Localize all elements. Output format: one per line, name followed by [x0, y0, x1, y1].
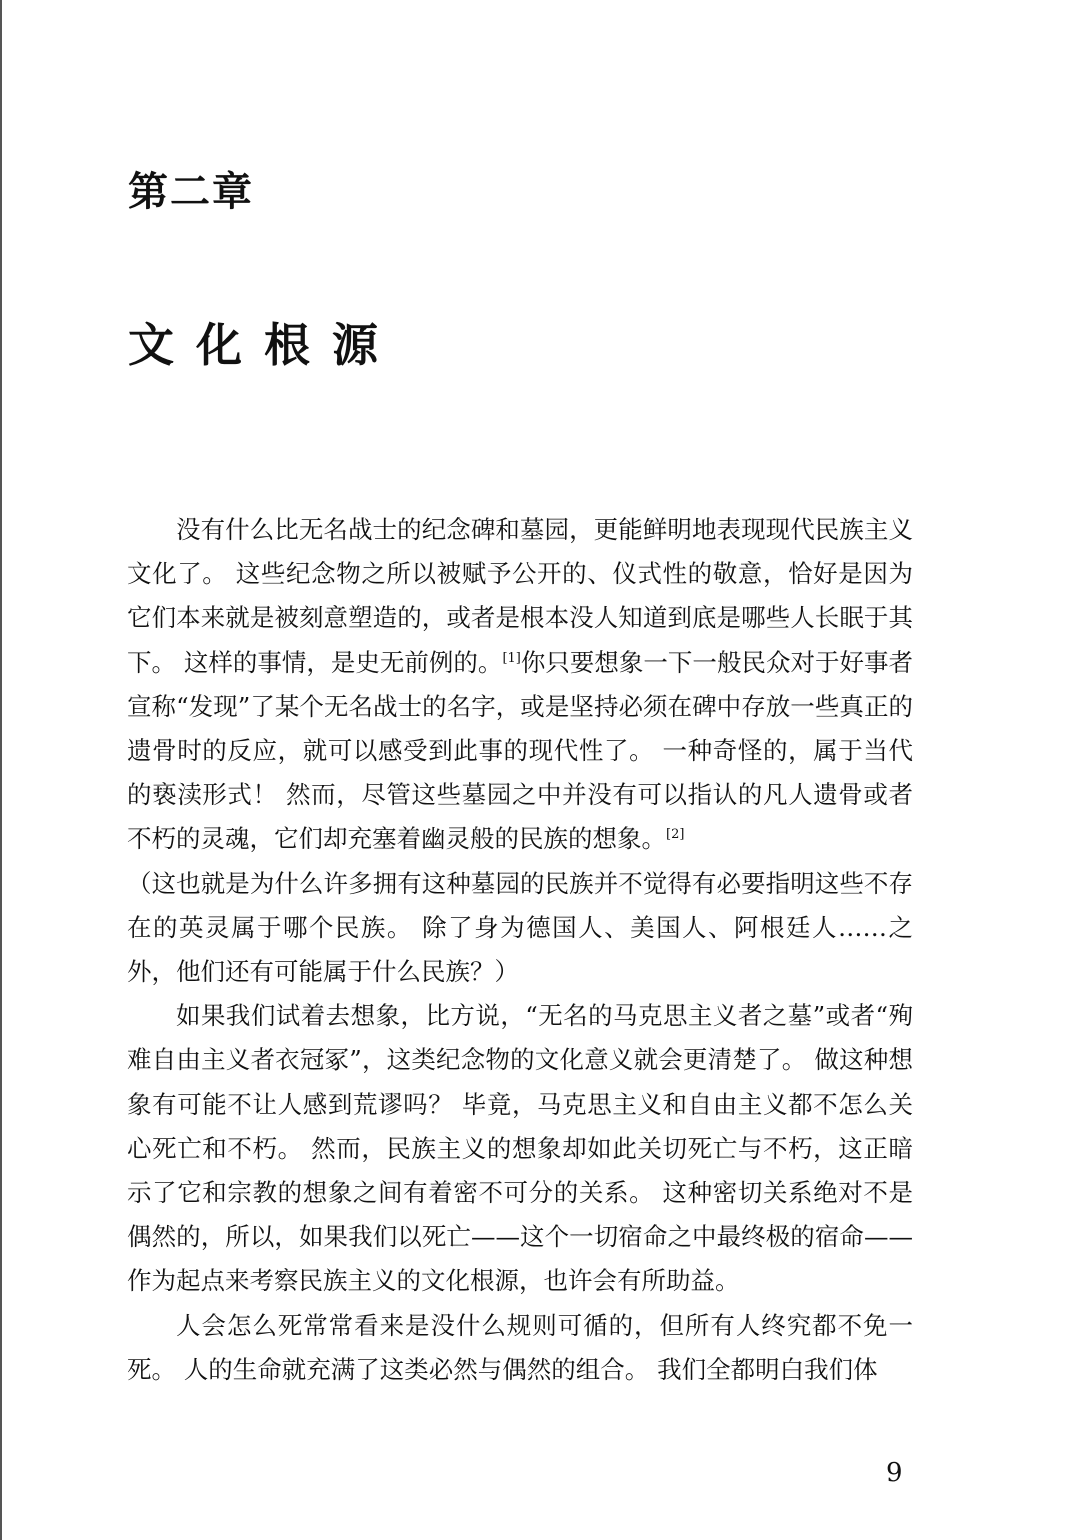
paragraph-3: 人会怎么死常常看来是没什么规则可循的，但所有人终究都不免一死。 人的生命就充满了这类必然与偶然的组合。 我们全都明白我们体 — [127, 1310, 913, 1384]
chapter-number: 第二章 — [128, 169, 254, 215]
paragraph-1-aside: （这也就是为什么许多拥有这种墓园的民族并不觉得有必要指明这些不存在的英灵属于哪个民族。 除了身为德国人、美国人、阿根廷人……之外，他们还有可能属于什么民族？） — [127, 868, 913, 987]
footnote-ref-2[interactable]: [2] — [666, 827, 685, 843]
paragraph-1-part-b: 你只要想象一下一般民众对于好事者宣称“发现”了某个无名战士的名字，或是坚持必须在碑中存放一些真正的遗骨时的反应，就可以感受到此事的现代性了。 一种奇怪的，属于当代的亵渎形式！ 然而，尽管这些墓园之中并没有可以指认的凡人遗骨或者不朽的灵魂，它们却充塞着幽灵般的民族的想象。 — [127, 647, 913, 854]
paragraph-1-part-a: 没有什么比无名战士的纪念碑和墓园，更能鲜明地表现现代民族主义文化了。 这些纪念物之所以被赋予公开的、仪式性的敬意，恰好是因为它们本来就是被刻意塑造的，或者是根本没人知道到底是哪些人长眠于其下。 这样的事情，是史无前例的。 — [127, 515, 913, 677]
paragraph-1 — [127, 508, 913, 862]
body-text — [127, 508, 913, 1392]
chapter-title: 文化根源 — [128, 318, 400, 372]
page-edge-rule — [0, 0, 2, 1540]
footnote-ref-1[interactable]: [1] — [502, 650, 521, 666]
paragraph-2: 如果我们试着去想象，比方说，“无名的马克思主义者之墓”或者“殉难自由主义者衣冠冢”，这类纪念物的文化意义就会更清楚了。 做这种想象有可能不让人感到荒谬吗？ 毕竟，马克思主义和自由主义都不怎么关心死亡和不朽。 然而，民族主义的想象却如此关切死亡与不朽，这正暗示了它和宗教的想象之间有着密不可分的关系。 这种密切关系绝对不是偶然的，所以，如果我们以死亡——这个一切宿命之中最终极的宿命——作为起点来考察民族主义的文化根源，也许会有所助益。 — [127, 1001, 913, 1296]
page-number: 9 — [886, 1458, 903, 1488]
